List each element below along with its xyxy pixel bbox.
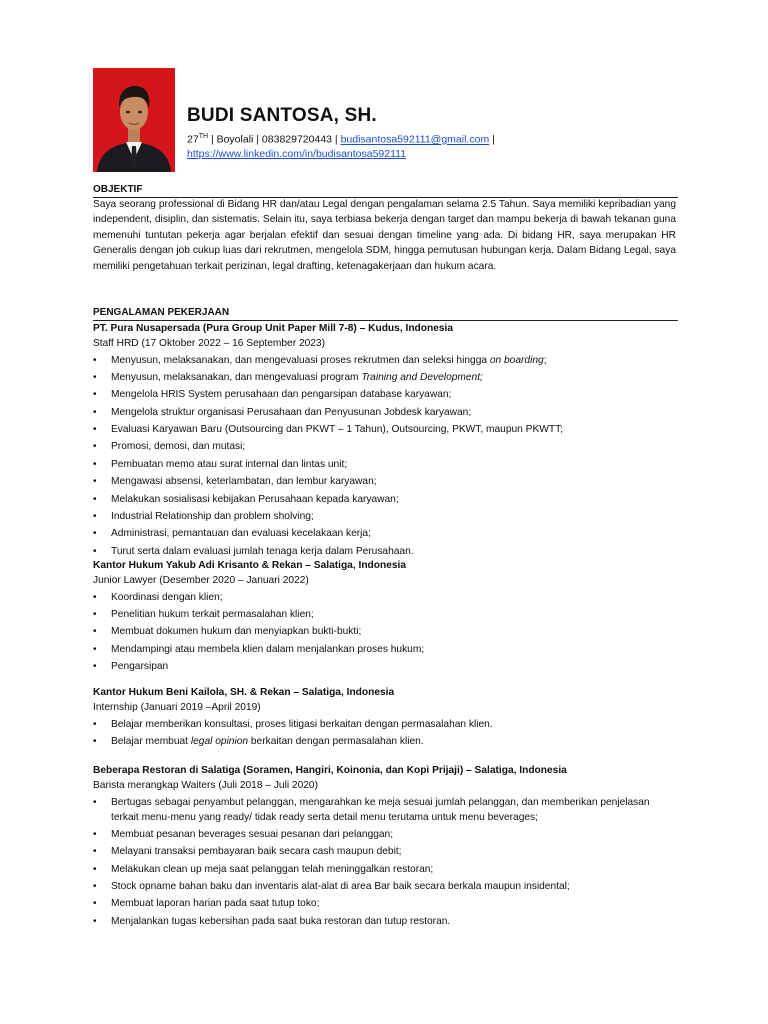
duty-item xyxy=(93,795,678,825)
job-role: Barista merangkap Waiters (Juli 2018 – Juli 2020) xyxy=(93,780,318,791)
duty-item xyxy=(93,879,678,895)
duty-item xyxy=(93,642,678,658)
duty-suffix: ; xyxy=(543,354,547,366)
duty-text: Stock opname bahan baku dan inventaris alat-alat di area Bar baik secara berkala maupun insidental; xyxy=(111,880,570,892)
job-entry xyxy=(93,558,678,676)
duty-emphasis: legal opinion xyxy=(190,735,249,747)
duty-item xyxy=(93,659,678,675)
duty-item xyxy=(93,526,678,542)
contact-separator: | xyxy=(489,133,495,146)
candidate-name: BUDI SANTOSA, SH. xyxy=(187,105,377,126)
duty-text: Mengawasi absensi, keterlambatan, dan lembur karyawan; xyxy=(111,476,377,488)
job-company: Beberapa Restoran di Salatiga (Soramen, Hangiri, Koinonia, dan Kopi Prijaji) – Salatiga, Indonesia xyxy=(93,765,567,776)
duty-text: Membuat laporan harian pada saat tutup toko; xyxy=(111,898,320,910)
duty-text: Melakukan clean up meja saat pelanggan telah meninggalkan restoran; xyxy=(111,863,434,875)
duty-item xyxy=(93,492,678,508)
duty-text: Penelitian hukum terkait permasalahan klien; xyxy=(111,608,314,620)
duty-item xyxy=(93,370,678,386)
duty-text: Membuat pesanan beverages sesuai pesanan dari pelanggan; xyxy=(111,828,394,840)
duty-item xyxy=(93,827,678,843)
duty-item xyxy=(93,422,678,438)
experience-heading: PENGALAMAN PEKERJAAN xyxy=(93,306,678,321)
duty-emphasis: Training and Development; xyxy=(361,371,483,383)
duty-item xyxy=(93,717,678,733)
duty-text: Mengelola struktur organisasi Perusahaan dan Penyusunan Jobdesk karyawan; xyxy=(111,406,472,418)
duty-suffix: berkaitan dengan permasalahan klien. xyxy=(248,735,424,747)
duty-text: Menyusun, melaksanakan, dan mengevaluasi proses rekrutmen dan seleksi hingga xyxy=(111,354,490,366)
duty-text: Mendampingi atau membela klien dalam menjalankan proses hukum; xyxy=(111,643,425,655)
duty-item xyxy=(93,353,678,369)
duty-text: Industrial Relationship dan problem sholving; xyxy=(111,511,314,523)
job-entry xyxy=(93,321,678,561)
duty-text: Pengarsipan xyxy=(111,661,169,673)
duty-text: Koordinasi dengan klien; xyxy=(111,591,223,603)
duty-item xyxy=(93,607,678,623)
duty-item xyxy=(93,387,678,403)
duty-list xyxy=(93,590,678,675)
duty-text: Pembuatan memo atau surat internal dan lintas unit; xyxy=(111,458,348,470)
duty-item xyxy=(93,405,678,421)
linkedin-link[interactable]: https://www.linkedin.com/in/budisantosa592111 xyxy=(187,147,407,160)
duty-item xyxy=(93,896,678,912)
duty-item xyxy=(93,862,678,878)
duty-text: Belajar membuat xyxy=(111,735,191,747)
email-link[interactable]: budisantosa592111@gmail.com xyxy=(340,133,490,146)
duty-item xyxy=(93,914,678,930)
duty-text: Promosi, demosi, dan mutasi; xyxy=(111,441,246,453)
job-company: PT. Pura Nusapersada (Pura Group Unit Paper Mill 7-8) – Kudus, Indonesia xyxy=(93,323,454,334)
duty-list xyxy=(93,353,678,560)
duty-text: Mengelola HRIS System perusahaan dan pengarsipan database karyawan; xyxy=(111,389,452,401)
duty-emphasis: on boarding xyxy=(489,354,544,366)
duty-item xyxy=(93,624,678,640)
objective-text: Saya seorang professional di Bidang HR dan/atau Legal dengan pengalaman selama 2.5 Tahun. Saya memiliki kepribadian yang independent, disiplin, dan sistematis. Selain itu, saya terbiasa bekerja dengan target dan mampu bekerja di bawah tekanan guna memenuhi tuntutan pekerja agar berjalan efektif dan sesuai dengan timeline yang ada. Di bidang HR, saya merupakan HR Generalis dengan job cukup luas dari rekrutmen, mengelola SDM, hingga pemutusan hubungan kerja. Dalam Bidang Legal, saya memiliki pengetahuan terkait perizinan, legal drafting, ketenagakerjaan dan hukum acara. xyxy=(93,199,676,272)
duty-item xyxy=(93,474,678,490)
duty-text: Menjalankan tugas kebersihan pada saat buka restoran dan tutup restoran. xyxy=(111,915,451,927)
duty-text: Evaluasi Karyawan Baru (Outsourcing dan PKWT – 1 Tahun), Outsourcing, PKWT, maupun PKWTT; xyxy=(111,424,564,436)
objective-heading: OBJEKTIF xyxy=(93,183,678,198)
duty-item xyxy=(93,457,678,473)
profile-photo xyxy=(93,68,175,172)
duty-item xyxy=(93,544,678,560)
duty-text: Turut serta dalam evaluasi jumlah tenaga kerja dalam Perusahaan. xyxy=(111,545,414,557)
job-entry xyxy=(93,685,678,751)
duty-list xyxy=(93,795,678,930)
duty-text: Membuat dokumen hukum dan menyiapkan bukti-bukti; xyxy=(111,626,362,638)
job-role: Staff HRD (17 Oktober 2022 – 16 September 2023) xyxy=(93,338,325,349)
age-suffix: TH xyxy=(198,133,209,140)
duty-text: Menyusun, melaksanakan, dan mengevaluasi program xyxy=(111,371,362,383)
duty-item xyxy=(93,590,678,606)
duty-text: Belajar memberikan konsultasi, proses litigasi berkaitan dengan permasalahan klien. xyxy=(111,718,493,730)
age: 27 xyxy=(187,133,199,146)
duty-text: Administrasi, pemantauan dan evaluasi kecelakaan kerja; xyxy=(111,528,371,540)
job-entry xyxy=(93,763,678,931)
job-role: Internship (Januari 2019 –April 2019) xyxy=(93,702,261,713)
duty-item xyxy=(93,509,678,525)
duty-list xyxy=(93,717,678,750)
job-company: Kantor Hukum Yakub Adi Krisanto & Rekan – Salatiga, Indonesia xyxy=(93,560,407,571)
contact-info xyxy=(187,130,527,161)
duty-text: Melayani transaksi pembayaran baik secara cash maupun debit; xyxy=(111,846,402,858)
contact-details: | Boyolali | 083829720443 | xyxy=(208,133,341,146)
duty-item xyxy=(93,734,678,750)
duty-text: Melakukan sosialisasi kebijakan Perusahaan kepada karyawan; xyxy=(111,493,399,505)
job-role: Junior Lawyer (Desember 2020 – Januari 2022) xyxy=(93,575,309,586)
duty-item xyxy=(93,844,678,860)
duty-item xyxy=(93,439,678,455)
duty-text: Bertugas sebagai penyambut pelanggan, mengarahkan ke meja sesuai jumlah pelanggan, dan memberikan penjelasan terkait menu-menu yang ready/ tidak ready serta detail menu terutama untuk menu beverages; xyxy=(111,796,650,823)
job-company: Kantor Hukum Beni Kailola, SH. & Rekan – Salatiga, Indonesia xyxy=(93,687,395,698)
